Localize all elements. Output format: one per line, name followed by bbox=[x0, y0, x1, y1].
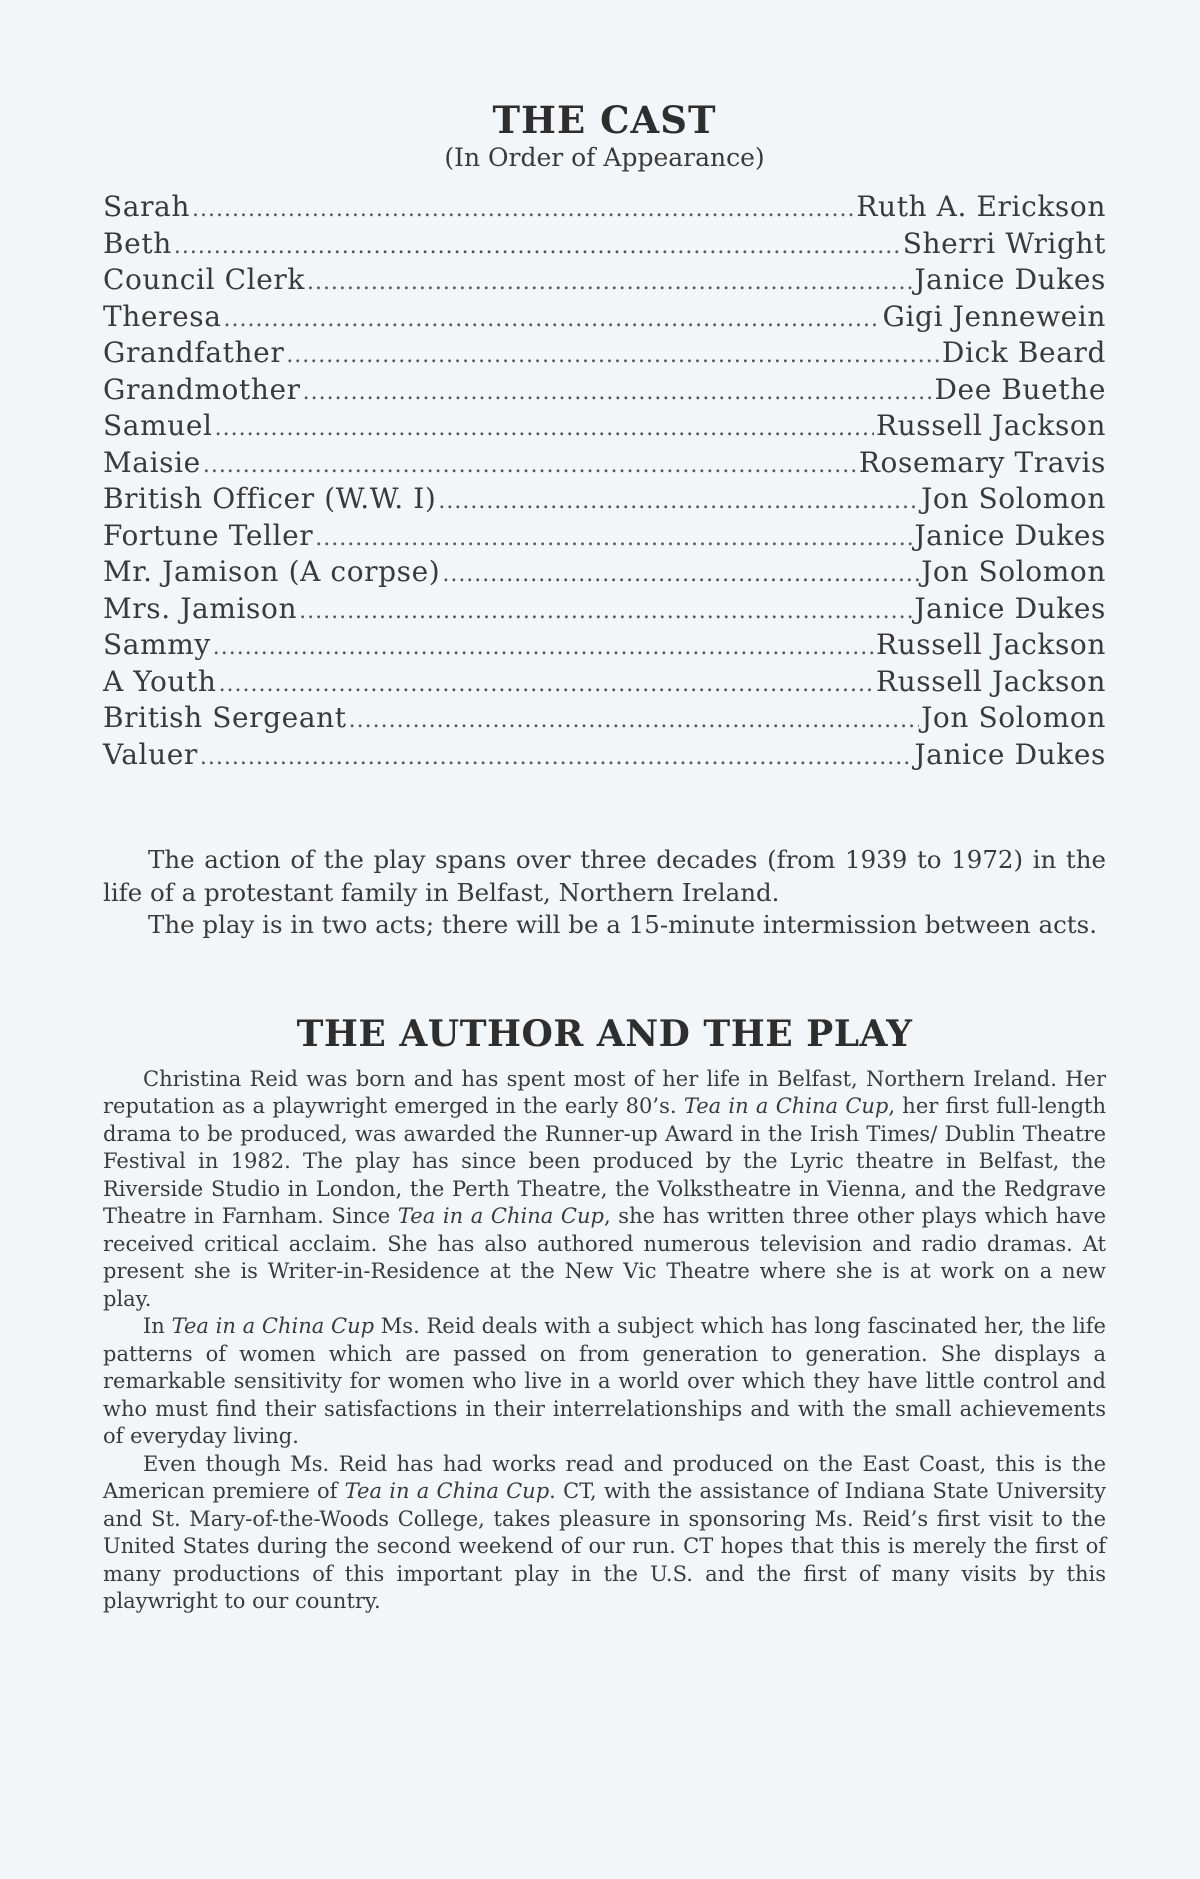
cast-row bbox=[103, 701, 1106, 738]
cast-role: British Officer (W.W. I) bbox=[103, 482, 437, 515]
cast-actor: Dick Beard bbox=[941, 336, 1106, 369]
author-paragraph-1 bbox=[103, 1066, 1106, 1314]
cast-role: Theresa bbox=[103, 299, 222, 333]
cast-actor: Janice Dukes bbox=[914, 591, 1106, 625]
cast-role: Maisie bbox=[103, 445, 201, 479]
cast-actor: Sherri Wright bbox=[902, 226, 1106, 260]
dot-leader bbox=[174, 230, 901, 264]
cast-row bbox=[103, 446, 1106, 483]
play-title: Tea in a China Cup bbox=[171, 1314, 375, 1338]
cast-actor: Jon Solomon bbox=[921, 701, 1106, 734]
dot-leader bbox=[438, 485, 919, 519]
author-paragraph-3 bbox=[103, 1451, 1106, 1616]
cast-row bbox=[103, 738, 1106, 775]
dot-leader bbox=[286, 339, 940, 373]
cast-actor: Russell Jackson bbox=[875, 409, 1106, 442]
dot-leader bbox=[203, 449, 857, 483]
text-run: Christina Reid was born and has spent most of her life in Belfast, Northern Ireland. Her reputation as a playwright emerged in the early 80’s. bbox=[103, 1066, 1106, 1118]
dot-leader bbox=[307, 266, 912, 300]
cast-row bbox=[103, 555, 1106, 592]
cast-list bbox=[103, 190, 1106, 774]
intermission-paragraph: The play is in two acts; there will be a 15-minute intermission between acts. bbox=[148, 910, 1098, 939]
cast-actor: Jon Solomon bbox=[921, 555, 1106, 588]
cast-role: Samuel bbox=[103, 409, 213, 442]
cast-row bbox=[103, 482, 1106, 519]
dot-leader bbox=[303, 376, 933, 410]
cast-actor: Russell Jackson bbox=[875, 664, 1106, 698]
cast-row bbox=[103, 190, 1106, 227]
text-run: , she has written three other plays which have received critical acclaim. She has also authored numerous television and radio dramas. At present she is Writer-in-Residence at the New Vic Theatre where she is at work on a new play. bbox=[103, 1204, 1106, 1311]
text-run: , her first full-length drama to be produced, was awarded the Runner-up Award in the Irish Times/ Dublin Theatre Festival in 1982. The play has since been produced by the Lyric theatre in Belfast, the Riverside Studio in London, the Perth Theatre, the Volkstheatre in Vienna, and the Redgrave Theatre in Farnham. Since bbox=[103, 1094, 1106, 1228]
dot-leader bbox=[315, 522, 912, 556]
dot-leader bbox=[200, 741, 912, 775]
text-run: . CT, with the assistance of Indiana State University and St. Mary-of-the-Woods College, takes pleasure in sponsoring Ms. Reid’s first visit to the United States during the second weekend of our run. CT hopes that this is merely the first of many productions of this important play in the U.S. and the first of many visits by this playwright to our country. bbox=[103, 1479, 1106, 1613]
cast-row bbox=[103, 592, 1106, 629]
cast-row bbox=[103, 409, 1106, 446]
dot-leader bbox=[349, 704, 919, 738]
dot-leader bbox=[299, 595, 912, 629]
cast-role: Beth bbox=[103, 226, 172, 260]
play-action-note bbox=[103, 844, 1106, 942]
cast-role: Grandmother bbox=[103, 372, 301, 406]
dot-leader bbox=[192, 193, 854, 227]
author-section bbox=[103, 1066, 1106, 1616]
cast-actor: Janice Dukes bbox=[914, 263, 1106, 296]
cast-row bbox=[103, 628, 1106, 665]
dot-leader bbox=[224, 303, 881, 337]
cast-row bbox=[103, 519, 1106, 556]
text-run: In bbox=[143, 1314, 165, 1338]
cast-role: Grandfather bbox=[103, 336, 285, 369]
author-paragraph-2 bbox=[103, 1313, 1106, 1451]
text-run: Ms. Reid deals with a subject which has long fascinated her, the life patterns of women which are passed on from generation to generation. She displays a remarkable sensitivity for women who live in a world over which they have little control and who must find their satisfactions in their interrelationships and with the small achievements of everyday living. bbox=[103, 1314, 1106, 1448]
play-title: Tea in a China Cup bbox=[397, 1204, 604, 1228]
cast-row bbox=[103, 263, 1106, 300]
cast-actor: Janice Dukes bbox=[914, 518, 1106, 552]
dot-leader bbox=[442, 558, 919, 592]
cast-role: Sarah bbox=[103, 190, 190, 223]
cast-row bbox=[103, 336, 1106, 373]
cast-actor: Dee Buethe bbox=[934, 372, 1106, 406]
cast-heading: THE CAST bbox=[492, 98, 717, 142]
dot-leader bbox=[215, 412, 874, 446]
play-title: Tea in a China Cup bbox=[683, 1094, 889, 1118]
cast-actor: Gigi Jennewein bbox=[882, 299, 1106, 333]
cast-role: A Youth bbox=[103, 664, 217, 698]
play-title: Tea in a China Cup bbox=[344, 1479, 550, 1503]
cast-actor: Russell Jackson bbox=[875, 628, 1106, 661]
cast-role: British Sergeant bbox=[103, 701, 347, 734]
cast-row bbox=[103, 227, 1106, 264]
cast-actor: Janice Dukes bbox=[914, 737, 1106, 771]
dot-leader bbox=[219, 668, 874, 702]
cast-actor: Ruth A. Erickson bbox=[856, 190, 1106, 223]
text-run: Even though Ms. Reid has had works read and produced on the East Coast, this is the American premiere of bbox=[103, 1451, 1106, 1503]
cast-role: Fortune Teller bbox=[103, 518, 314, 552]
cast-row bbox=[103, 665, 1106, 702]
cast-role: Mr. Jamison (A corpse) bbox=[103, 555, 441, 588]
action-paragraph: The action of the play spans over three decades (from 1939 to 1972) in the life of a protestant family in Belfast, Northern Ireland. bbox=[103, 845, 1106, 907]
cast-role: Council Clerk bbox=[103, 263, 305, 296]
cast-row bbox=[103, 373, 1106, 410]
author-heading: THE AUTHOR AND THE PLAY bbox=[296, 1012, 913, 1055]
dot-leader bbox=[213, 631, 874, 665]
cast-role: Mrs. Jamison bbox=[103, 591, 298, 625]
cast-actor: Jon Solomon bbox=[921, 482, 1106, 515]
cast-role: Valuer bbox=[103, 737, 198, 771]
cast-role: Sammy bbox=[103, 628, 211, 661]
cast-row bbox=[103, 300, 1106, 337]
cast-actor: Rosemary Travis bbox=[858, 445, 1106, 479]
cast-subheading: (In Order of Appearance) bbox=[444, 143, 765, 172]
